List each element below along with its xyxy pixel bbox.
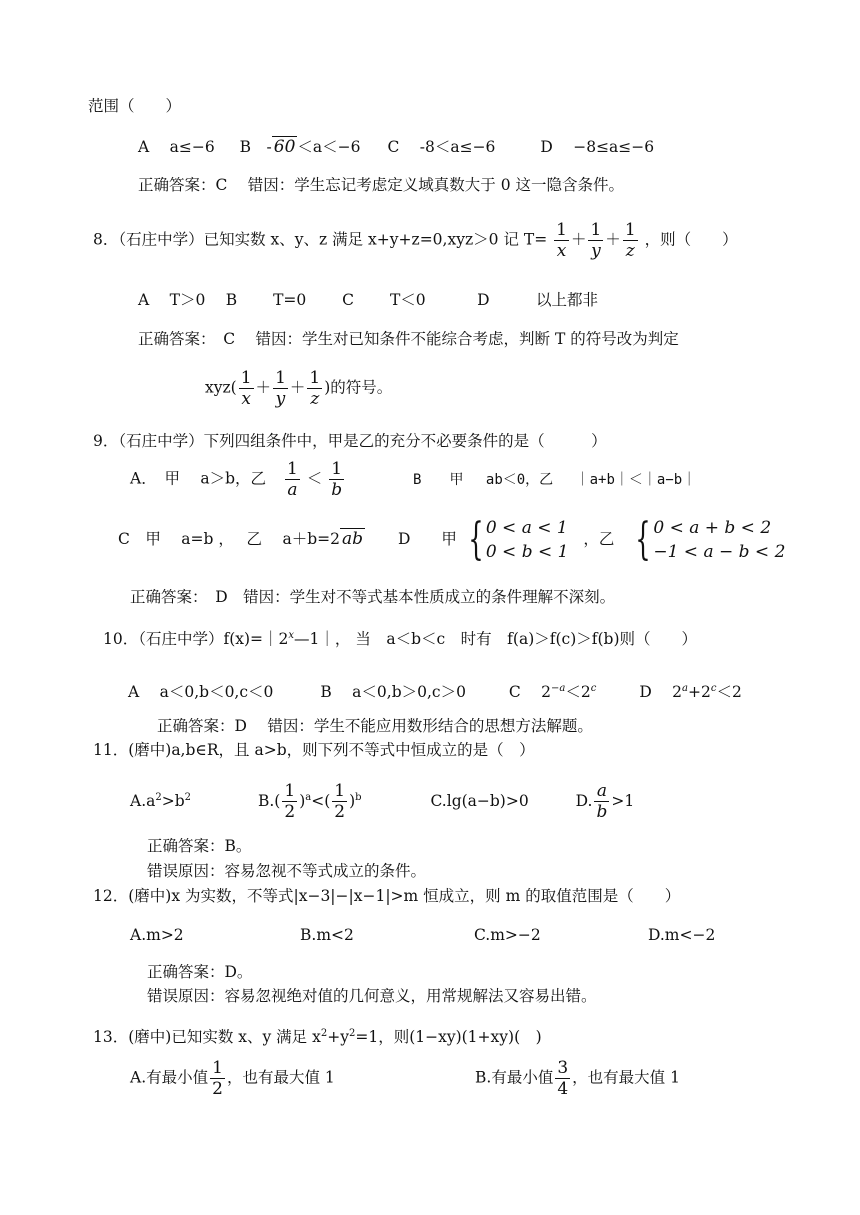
q7-options [138,137,654,157]
q12-option-d: D.m<−2 [648,926,716,944]
frac-1-2-c: $\frac{1}{2}$ [212,1058,223,1099]
q10-answer: 正确答案：D 错因：学生不能应用数形结合的思想方法解题。 [157,717,593,735]
q11-options [130,781,634,822]
q9-option-c: C 甲 a=b ， 乙 a＋b=2 ab [118,529,364,549]
brace-left: { [468,514,484,565]
q13-option-a: A.有最小值 $\frac{1}{2}$ ，也有最大值 1 [130,1058,335,1099]
frac-1-y-2: $\frac{1}{y}$ [275,368,286,409]
frac-1-2-b: $\frac{1}{2}$ [334,781,346,822]
frac-1-x-2: $\frac{1}{x}$ [240,368,252,409]
frac-1-x: $\frac{1}{x}$ [556,220,567,261]
frac-1-2: $\frac{1}{2}$ [284,781,296,822]
frac-1-y: $\frac{1}{y}$ [590,220,602,261]
q12-option-c: C.m>−2 [474,926,541,944]
frac-3-4: $\frac{3}{4}$ [557,1058,569,1099]
sqrt-ab: ab [341,529,364,549]
q12-option-a: A.m>2 [130,926,184,944]
q12-option-b: B.m<2 [300,926,354,944]
q8-answer-cont: xyz( $\frac{1}{x}$ ＋ $\frac{1}{y}$ ＋ $\frac{1}{z}$ )的符号。 [205,368,393,409]
q10-stem: 10．（石庄中学）$f(x)=|2^x—1|$， 当 a＜b＜c 时有 f(a)＞f(c)＞f(b)则（ ） [103,630,698,649]
sqrt-60: 60 [273,137,296,157]
q11-option-b: B.( $\frac{1}{2}$ )$^a$<( $\frac{1}{2}$ )$^b$ [257,781,362,822]
frac-1-a: $\frac{1}{a}$ [286,459,298,500]
frac-1-z: $\frac{1}{z}$ [624,220,636,261]
q9-row-ab: A． 甲 a＞b，乙 $\frac{1}{a}$ ＜ $\frac{1}{b}$ B 甲 ab＜0，乙 ｜a+b｜＜｜a−b｜ [130,459,697,500]
q7-option-b: B - 60 ＜a＜−6 [239,137,361,157]
q10-option-c: C $2^{-a}<2^c$ [508,683,597,702]
q9-option-b: B 甲 ab＜0，乙 ｜a+b｜＜｜a−b｜ [413,471,697,488]
q12-answer: 正确答案：D。 [147,963,253,981]
q8-answer: 正确答案： C 错因：学生对已知条件不能综合考虑，判断 T 的符号改为判定 [138,330,679,348]
q8-stem: 8．（石庄中学）已知实数 x、y、z 满足 x+y+z=0,xyz＞0 记 T= $\frac{1}{x}$ ＋ $\frac{1}{y}$ ＋ $\frac{1}{z}$ ，则（ ） [93,220,738,261]
q9-option-d-label: D 甲 [397,530,457,548]
q10-options [128,679,742,702]
frac-1-b: $\frac{1}{b}$ [331,459,343,500]
q11-option-c: C.lg(a−b)>0 [430,791,529,810]
q7-option-d: D −8≤a≤−6 [540,138,655,156]
q13-stem: 13．(磨中)已知实数 x、y 满足 $x^2+y^2=1$，则(1−xy)(1+xy)( ) [93,1028,542,1047]
q10-option-a: A a＜0,b＜0,c＜0 [128,683,274,702]
q7-answer: 正确答案：C 错因：学生忘记考虑定义域真数大于 0 这一隐含条件。 [138,176,625,194]
q12-stem: 12．(磨中)x 为实数，不等式|x−3|−|x−1|>m 恒成立，则 m 的取值范围是（ ） [93,887,681,905]
frac-1-z-2: $\frac{1}{z}$ [309,368,321,409]
q8-options: A T＞0 B T=0 C T＜0 D 以上都非 [138,291,599,309]
q12-error: 错误原因：容易忽视绝对值的几何意义，用常规解法又容易出错。 [147,987,597,1005]
q9-answer: 正确答案： D 错因：学生对不等式基本性质成立的条件理解不深刻。 [130,588,616,606]
q7-option-c: C -8＜a≤−6 [387,138,496,156]
q9-row-cd [118,516,785,564]
q11-stem: 11．(磨中)a,b∈R，且 a>b，则下列不等式中恒成立的是（ ） [93,741,535,759]
frac-a-b: $\frac{a}{b}$ [596,781,608,822]
q11-error: 错误原因：容易忽视不等式成立的条件。 [147,862,427,880]
q13-option-b: B.有最小值 $\frac{3}{4}$ ，也有最大值 1 [475,1058,680,1099]
q9-stem: 9．（石庄中学）下列四组条件中，甲是乙的充分不必要条件的是（ ） [93,432,607,450]
q10-option-d: D $2^a+2^c<2$ [639,683,742,702]
q7-option-a: A a≤−6 [138,138,215,156]
q9-option-a: A． 甲 a＞b，乙 [130,469,267,488]
line-range: 范围（ ） [88,97,182,115]
q10-option-b: B a＜0,b＞0,c＞0 [320,683,466,702]
brace-right: { [635,514,652,565]
q11-option-a: $A.a^2>b^2$ [130,791,192,810]
system-jia: 0 < a < 1 0 < b < 1 [485,518,569,562]
system-yi: 0 < a + b < 2 −1 < a − b < 2 [653,518,786,562]
q11-option-d: D. $\frac{a}{b}$ >1 [575,781,635,822]
q9-d-yi: ，乙 [583,530,615,548]
q11-answer: 正确答案：B。 [147,837,252,855]
